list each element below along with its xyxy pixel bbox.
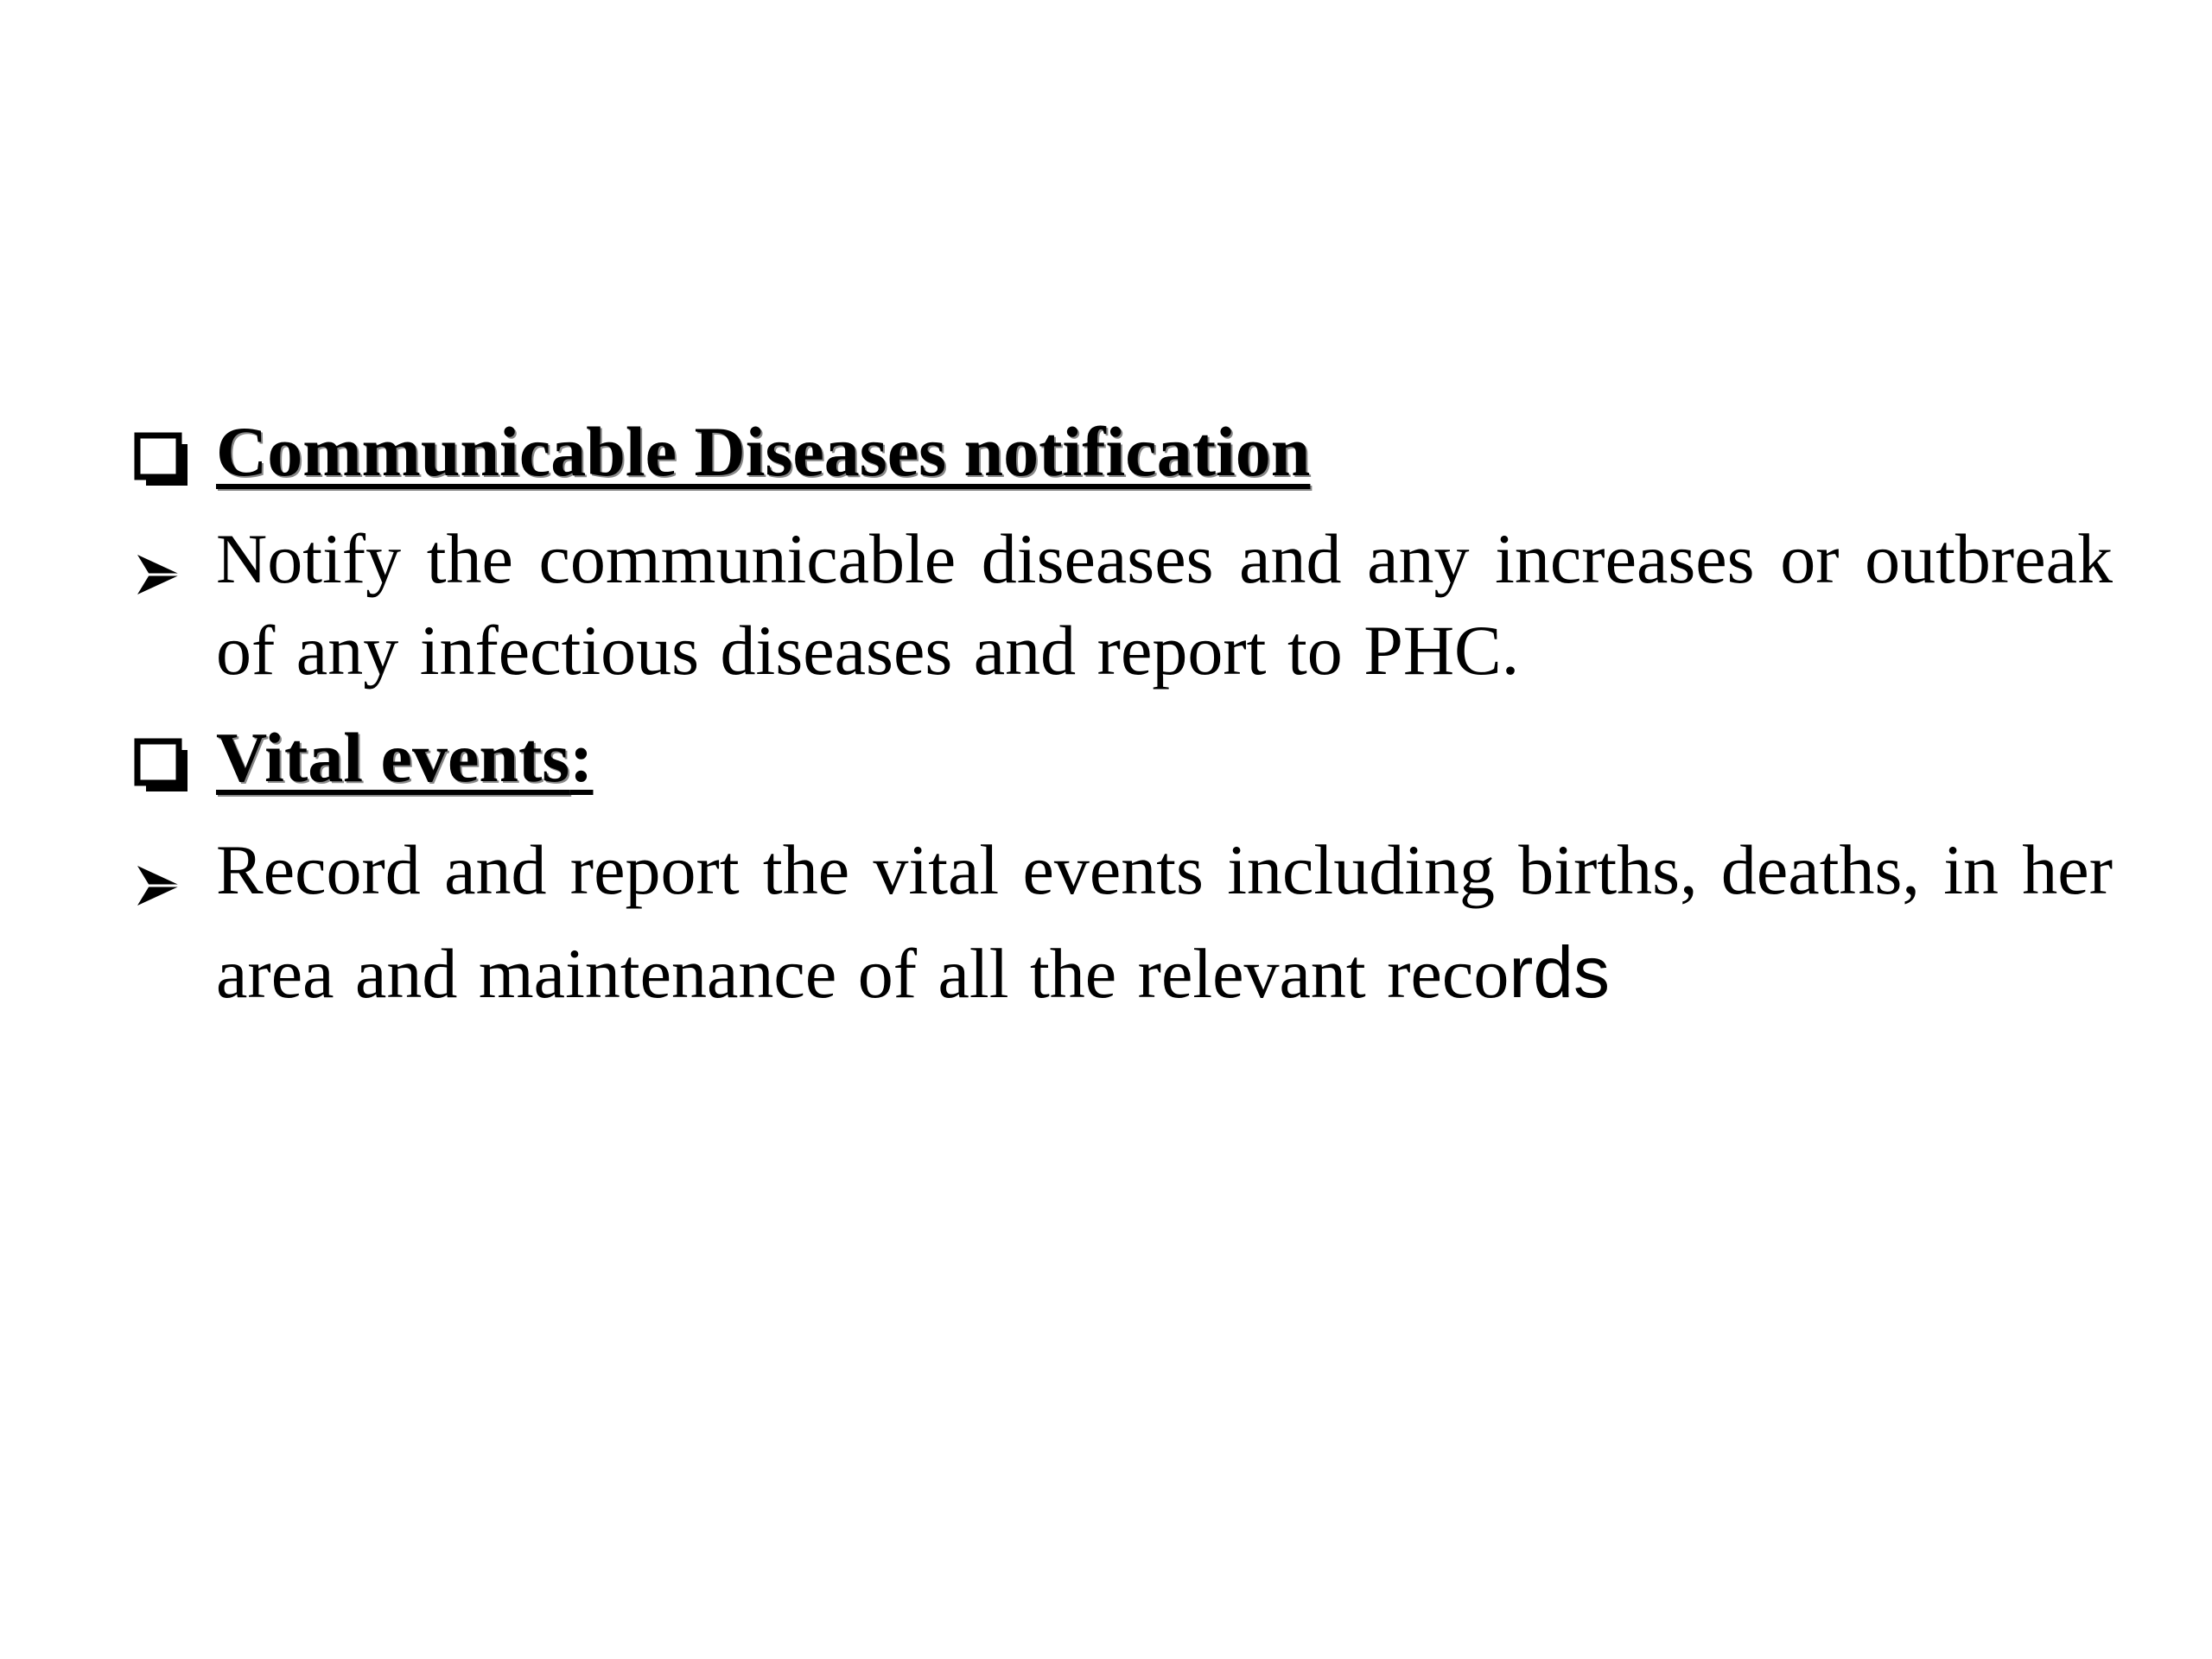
heading-colon: : (569, 718, 594, 797)
bullet-text: Notify the communicable diseases and any increases or outbreak of any infectious diseases and report to PHC. (216, 519, 2113, 690)
bullet-text: Record and report the vital events including births, deaths, in her area and maintenance of all the relevant reco (216, 830, 2113, 1013)
checkbox-square-icon (134, 724, 189, 816)
arrowhead-bullet-icon (134, 836, 184, 938)
heading-text: Communicable Diseases notification (216, 412, 1311, 491)
section-heading-vital-events (134, 712, 2113, 804)
checkbox-square-icon (134, 418, 189, 510)
bullet-notify-communicable-diseases (134, 513, 2113, 696)
section-heading-communicable-diseases (134, 406, 2113, 498)
bullet-text-tail: rds (1509, 931, 1611, 1013)
arrowhead-bullet-icon (134, 531, 184, 622)
slide-content (134, 406, 2113, 1025)
bullet-record-vital-events (134, 819, 2113, 1025)
heading-text: Vital events (216, 718, 570, 797)
